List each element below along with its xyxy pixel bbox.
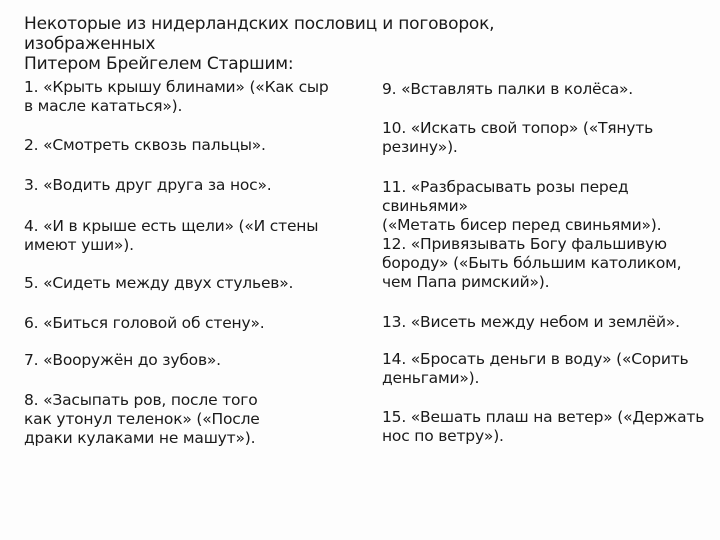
- page-heading: Некоторые из нидерландских пословиц и поговорок, изображенных Питером Брейгелем Старшим:: [24, 14, 495, 74]
- proverb-item-11: 11. «Разбрасывать розы перед свиньями» («Метать бисер перед свиньями»).: [382, 178, 662, 234]
- proverb-item-12: 12. «Привязывать Богу фальшивую бороду» («Быть бóльшим католиком, чем Папа римский»).: [382, 235, 682, 291]
- proverb-item-6: 6. «Биться головой об стену».: [24, 314, 265, 332]
- proverb-item-1: 1. «Крыть крышу блинами» («Как сыр в масле кататься»).: [24, 78, 329, 115]
- proverb-item-10: 10. «Искать свой топор» («Тянуть резину»).: [382, 119, 654, 156]
- proverb-item-5: 5. «Сидеть между двух стульев».: [24, 274, 294, 292]
- proverb-item-14: 14. «Бросать деньги в воду» («Сорить деньгами»).: [382, 350, 689, 387]
- proverb-item-2: 2. «Смотреть сквозь пальцы».: [24, 136, 266, 154]
- proverb-item-13: 13. «Висеть между небом и землёй».: [382, 313, 680, 331]
- proverb-item-9: 9. «Вставлять палки в колёса».: [382, 80, 634, 98]
- proverb-item-4: 4. «И в крыше есть щели» («И стены имеют уши»).: [24, 217, 319, 254]
- proverb-item-3: 3. «Водить друг друга за нос».: [24, 176, 272, 194]
- proverb-item-8: 8. «Засыпать ров, после того как утонул теленок» («После драки кулаками не машут»).: [24, 391, 260, 447]
- proverb-item-7: 7. «Вооружён до зубов».: [24, 351, 221, 369]
- proverb-item-15: 15. «Вешать плаш на ветер» («Держать нос по ветру»).: [382, 408, 705, 445]
